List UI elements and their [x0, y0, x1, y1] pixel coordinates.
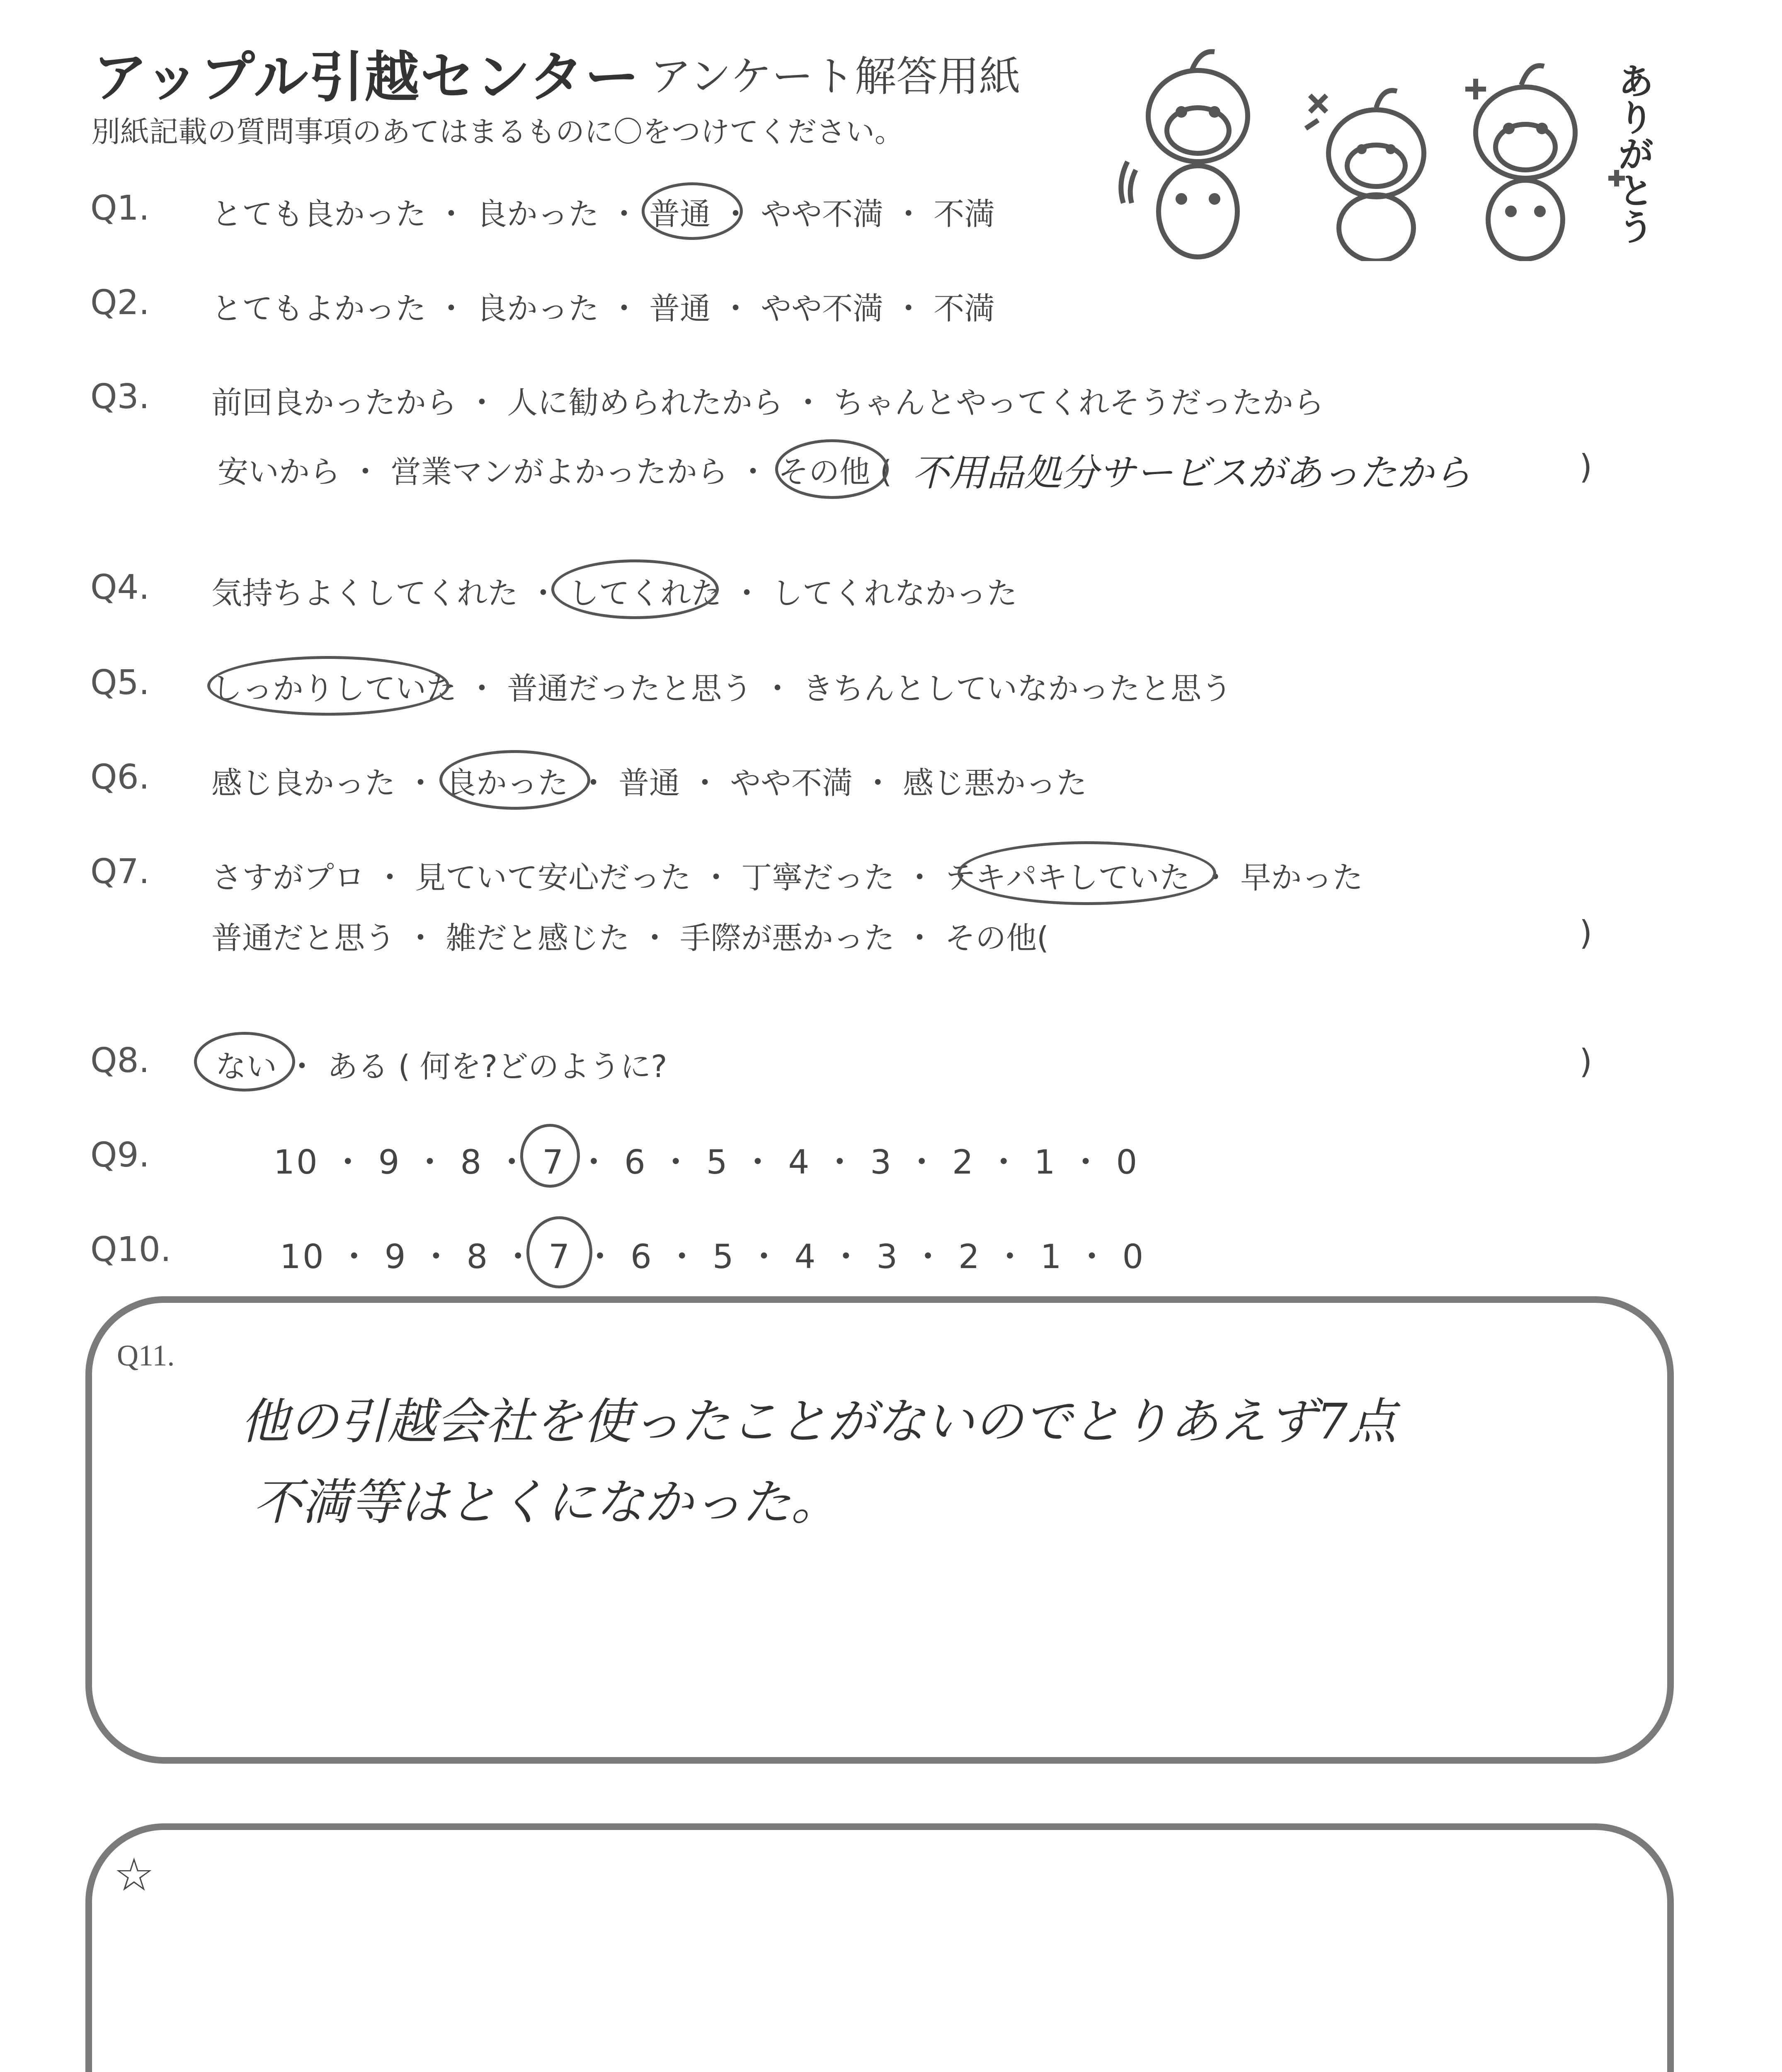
q9-score-4[interactable]: 4 — [788, 1143, 811, 1181]
q2-option-4[interactable]: やや不満 — [761, 291, 884, 327]
q1-option-5[interactable]: 不満 — [933, 196, 995, 232]
q10-score-9[interactable]: 9 — [384, 1237, 407, 1276]
q9-score-8[interactable]: 8 — [460, 1143, 483, 1181]
q1-option-2[interactable]: 良かった — [476, 196, 599, 232]
q7-label: Q7. — [90, 852, 150, 891]
separator: ・ — [286, 1049, 327, 1084]
q4-selected-circle — [551, 559, 719, 619]
q5-option-2[interactable]: 普通だったと思う — [507, 671, 753, 707]
q11-label: Q11. — [117, 1339, 175, 1372]
q1-label: Q1. — [90, 189, 150, 228]
q3-option-3[interactable]: ちゃんとやってくれそうだったから — [833, 385, 1324, 421]
q8-prompt: ( 何を?どのように? — [398, 1049, 667, 1084]
separator: ・ — [350, 454, 391, 490]
q8-option-1[interactable]: ない — [216, 1049, 277, 1084]
q8-selected-circle — [194, 1032, 295, 1092]
separator: ・ — [466, 385, 507, 421]
separator: ・ — [374, 860, 415, 896]
q7-selected-circle — [958, 841, 1216, 905]
q10-score-0[interactable]: 0 — [1122, 1237, 1145, 1276]
q4-label: Q4. — [90, 568, 150, 607]
q2-option-3[interactable]: 普通 — [649, 291, 711, 327]
separator: ・ — [405, 765, 446, 801]
paren-close: ) — [1579, 914, 1593, 952]
separator: ・ — [1200, 860, 1241, 896]
q9-score-0[interactable]: 0 — [1116, 1143, 1139, 1181]
paren-open: ( — [880, 454, 892, 490]
q4-option-2[interactable]: してくれた — [568, 576, 722, 611]
q10-score-5[interactable]: 5 — [712, 1237, 735, 1276]
q7-option-7[interactable]: 雑だと感じた — [446, 920, 630, 956]
q10-score-10[interactable]: 10 — [280, 1237, 325, 1276]
q9-score-6[interactable]: 6 — [624, 1143, 647, 1181]
form-subtitle: アンケート解答用紙 — [650, 52, 1021, 101]
q9-score-5[interactable]: 5 — [706, 1143, 729, 1181]
separator: ・ — [720, 291, 761, 327]
q7-option-9[interactable]: その他( — [945, 920, 1049, 956]
star-icon: ☆ — [114, 1848, 155, 1901]
separator: ・ — [578, 765, 619, 801]
q6-option-1[interactable]: 感じ良かった — [211, 765, 395, 801]
separator: ・ — [609, 291, 650, 327]
q9-score-10[interactable]: 10 — [274, 1143, 319, 1181]
separator: ・ — [436, 196, 477, 232]
q7-options-line2 — [211, 914, 1049, 958]
q1-option-1[interactable]: とても良かった — [211, 196, 426, 232]
q10-score-3[interactable]: 3 — [876, 1237, 899, 1276]
q2-option-2[interactable]: 良かった — [476, 291, 599, 327]
q2-option-1[interactable]: とてもよかった — [211, 291, 426, 327]
q10-score-1[interactable]: 1 — [1040, 1237, 1063, 1276]
q3-option-6[interactable]: その他 — [778, 454, 870, 490]
q1-option-3[interactable]: 普通 — [649, 196, 711, 232]
q10-score-8[interactable]: 8 — [466, 1237, 490, 1276]
q10-scale: 10 ・ 9 ・ 8 ・ 7 ・ 6 ・ 5 ・ 4 ・ 3 ・ 2 ・ 1 ・ 0 — [280, 1237, 1145, 1276]
q1-selected-circle — [642, 182, 743, 240]
q10-label: Q10. — [90, 1230, 171, 1269]
q7-option-6[interactable]: 普通だと思う — [211, 920, 395, 956]
q6-option-4[interactable]: やや不満 — [730, 765, 853, 801]
q6-option-2[interactable]: 良かった — [446, 765, 569, 801]
q9-score-9[interactable]: 9 — [378, 1143, 401, 1181]
q8-option-2[interactable]: ある — [327, 1049, 389, 1084]
q9-scale: 10 ・ 9 ・ 8 ・ 7 ・ 6 ・ 5 ・ 4 ・ 3 ・ 2 ・ 1 ・ 0 — [274, 1143, 1139, 1181]
separator: ・ — [609, 196, 650, 232]
q3-option-1[interactable]: 前回良かったから — [211, 385, 457, 421]
q10-score-6[interactable]: 6 — [630, 1237, 653, 1276]
q3-option-4[interactable]: 安いから — [218, 454, 340, 490]
separator: ・ — [405, 920, 446, 956]
q7-option-2[interactable]: 見ていて安心だった — [415, 860, 691, 896]
q3-other-handwritten: 不用品処分サービスがあったから — [912, 451, 1472, 495]
separator: ・ — [793, 385, 834, 421]
q7-option-1[interactable]: さすがプロ — [211, 860, 365, 896]
q1-options — [211, 190, 995, 234]
q6-options — [211, 759, 1087, 803]
q11-comment-line1: 他の引越会社を使ったことがないのでとりあえず7点 — [240, 1393, 1397, 1450]
q8-label: Q8. — [90, 1041, 150, 1080]
q2-label: Q2. — [90, 283, 150, 322]
separator: ・ — [466, 671, 507, 707]
separator: ・ — [639, 920, 680, 956]
q6-option-5[interactable]: 感じ悪かった — [903, 765, 1087, 801]
separator: ・ — [737, 454, 778, 490]
separator: ・ — [893, 291, 934, 327]
paren-close: ) — [1579, 448, 1593, 486]
q6-label: Q6. — [90, 758, 150, 797]
separator: ・ — [528, 576, 569, 611]
q2-option-5[interactable]: 不満 — [933, 291, 995, 327]
separator: ・ — [862, 765, 903, 801]
q3-label: Q3. — [90, 377, 150, 416]
q9-selected-circle — [520, 1124, 580, 1188]
separator: ・ — [701, 860, 742, 896]
q9-score-3[interactable]: 3 — [870, 1143, 893, 1181]
q5-label: Q5. — [90, 663, 150, 702]
q10-score-2[interactable]: 2 — [958, 1237, 981, 1276]
q5-option-3[interactable]: きちんとしていなかったと思う — [803, 671, 1232, 707]
q11-comment-line2: 不満等はとくになかった。 — [253, 1474, 840, 1531]
company-title: アップル引越センター — [93, 46, 640, 109]
separator: ・ — [689, 765, 730, 801]
paren-close: ) — [1579, 1042, 1593, 1081]
q1-option-4[interactable]: やや不満 — [761, 196, 884, 232]
q10-score-4[interactable]: 4 — [794, 1237, 817, 1276]
separator: ・ — [893, 196, 934, 232]
q5-option-1[interactable]: しっかりしていた — [211, 671, 457, 707]
separator: ・ — [436, 291, 477, 327]
separator: ・ — [720, 196, 761, 232]
q2-options — [211, 284, 995, 328]
q3-option-5[interactable]: 営業マンがよかったから — [390, 454, 728, 490]
q7-option-3[interactable]: 丁寧だった — [741, 860, 895, 896]
q6-option-3[interactable]: 普通 — [618, 765, 680, 801]
q9-score-1[interactable]: 1 — [1034, 1143, 1057, 1181]
q5-selected-circle — [207, 656, 449, 716]
q3-option-2[interactable]: 人に勧められたから — [507, 385, 783, 421]
q9-label: Q9. — [90, 1135, 150, 1175]
q9-score-7[interactable]: 7 — [542, 1143, 565, 1181]
q7-option-8[interactable]: 手際が悪かった — [680, 920, 895, 956]
mascot-monkeys-illustration — [1111, 46, 1675, 261]
q9-score-2[interactable]: 2 — [952, 1143, 975, 1181]
q10-score-7[interactable]: 7 — [548, 1237, 572, 1276]
q7-option-4[interactable]: テキパキしていた — [945, 860, 1190, 896]
separator: ・ — [762, 671, 803, 707]
separator: ・ — [904, 920, 945, 956]
q3-selected-circle — [775, 439, 889, 499]
q4-option-3[interactable]: してくれなかった — [772, 576, 1018, 611]
q6-selected-circle — [439, 750, 590, 810]
q7-option-5[interactable]: 早かった — [1240, 860, 1363, 896]
separator: ・ — [731, 576, 772, 611]
separator: ・ — [904, 860, 945, 896]
q4-option-1[interactable]: 気持ちよくしてくれた — [211, 576, 518, 611]
instruction-text: 別紙記載の質問事項のあてはまるものに〇をつけてください。 — [91, 115, 904, 149]
free-comment-box[interactable] — [85, 1823, 1674, 2072]
q3-options-line1 — [211, 378, 1324, 422]
q10-selected-circle — [526, 1216, 592, 1288]
mascot-caption: ありがとう — [1612, 62, 1655, 244]
